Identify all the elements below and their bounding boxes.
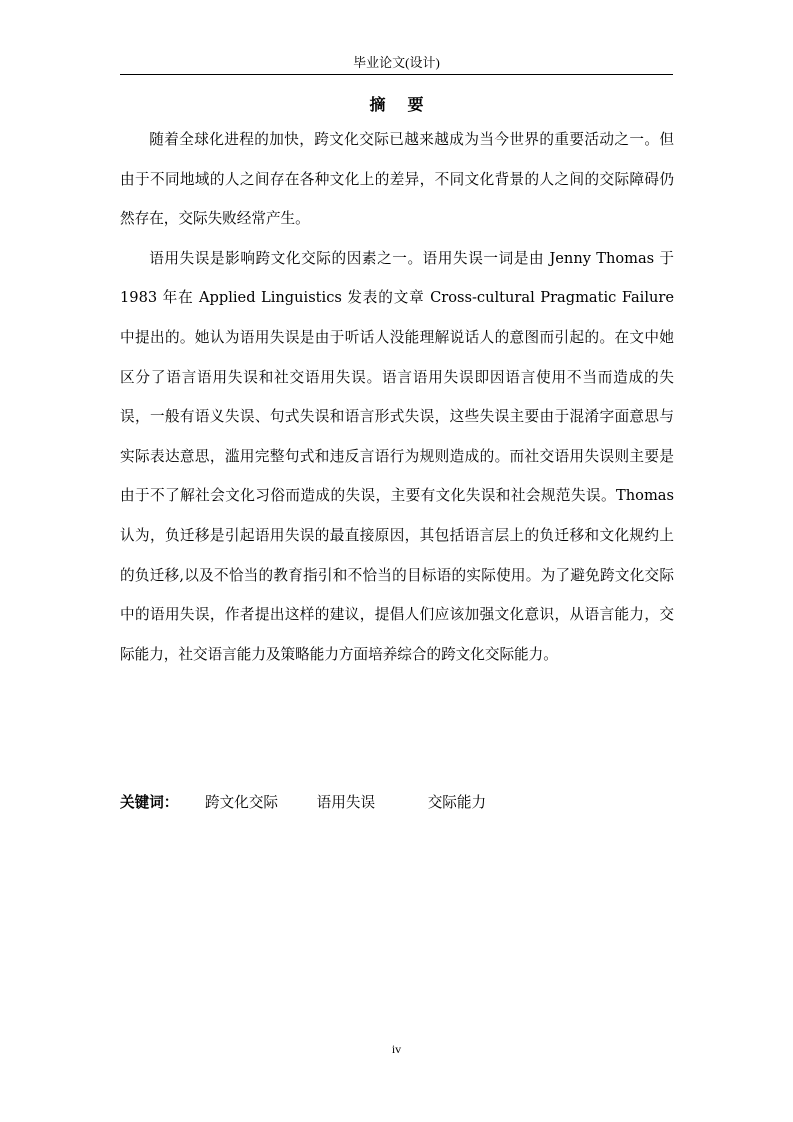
page-number: iv (391, 1042, 402, 1056)
header-rule (120, 74, 673, 75)
keyword-item: 跨文化交际 (205, 794, 279, 811)
keywords-label: 关键词： (120, 794, 179, 811)
keyword-item: 交际能力 (427, 794, 487, 811)
abstract-body (120, 120, 674, 674)
keyword-item: 语用失误 (316, 794, 376, 811)
keywords-line (120, 791, 673, 815)
abstract-paragraph: 随着全球化进程的加快，跨文化交际已越来越成为当今世界的重要活动之一。但由于不同地域的人之间存在各种文化上的差异，不同文化背景的人之间的交际障碍仍然存在，交际失败经常产生。 (120, 131, 674, 228)
abstract-heading: 摘要 (369, 95, 446, 114)
running-header: 毕业论文(设计) (353, 55, 440, 70)
abstract-paragraph: 语用失误是影响跨文化交际的因素之一。语用失误一词是由 Jenny Thomas 于 1983 年在 Applied Linguistics 发表的文章 Cross-cultural Pragmatic Failure 中提出的。她认为语用失误是由于听话人没能理解说话人的意图而引起的。在文中她区分了语言语用失误和社交语用失误。语言语用失误即因语言使用不当而造成的失误，一般有语义失误、句式失误和语言形式失误，这些失误主要由于混淆字面意思与实际表达意思，滥用完整句式和违反言语行为规则造成的。而社交语用失误则主要是由于不了解社会文化习俗而造成的失误，主要有文化失误和社会规范失误。Thomas 认为，负迁移是引起语用失误的最直接原因，其包括语言层上的负迁移和文化规约上的负迁移,以及不恰当的教育指引和不恰当的目标语的实际使用。为了避免跨文化交际中的语用失误，作者提出这样的建议，提倡人们应该加强文化意识，从语言能力，交际能力，社交语言能力及策略能力方面培养综合的跨文化交际能力。 (120, 249, 674, 663)
